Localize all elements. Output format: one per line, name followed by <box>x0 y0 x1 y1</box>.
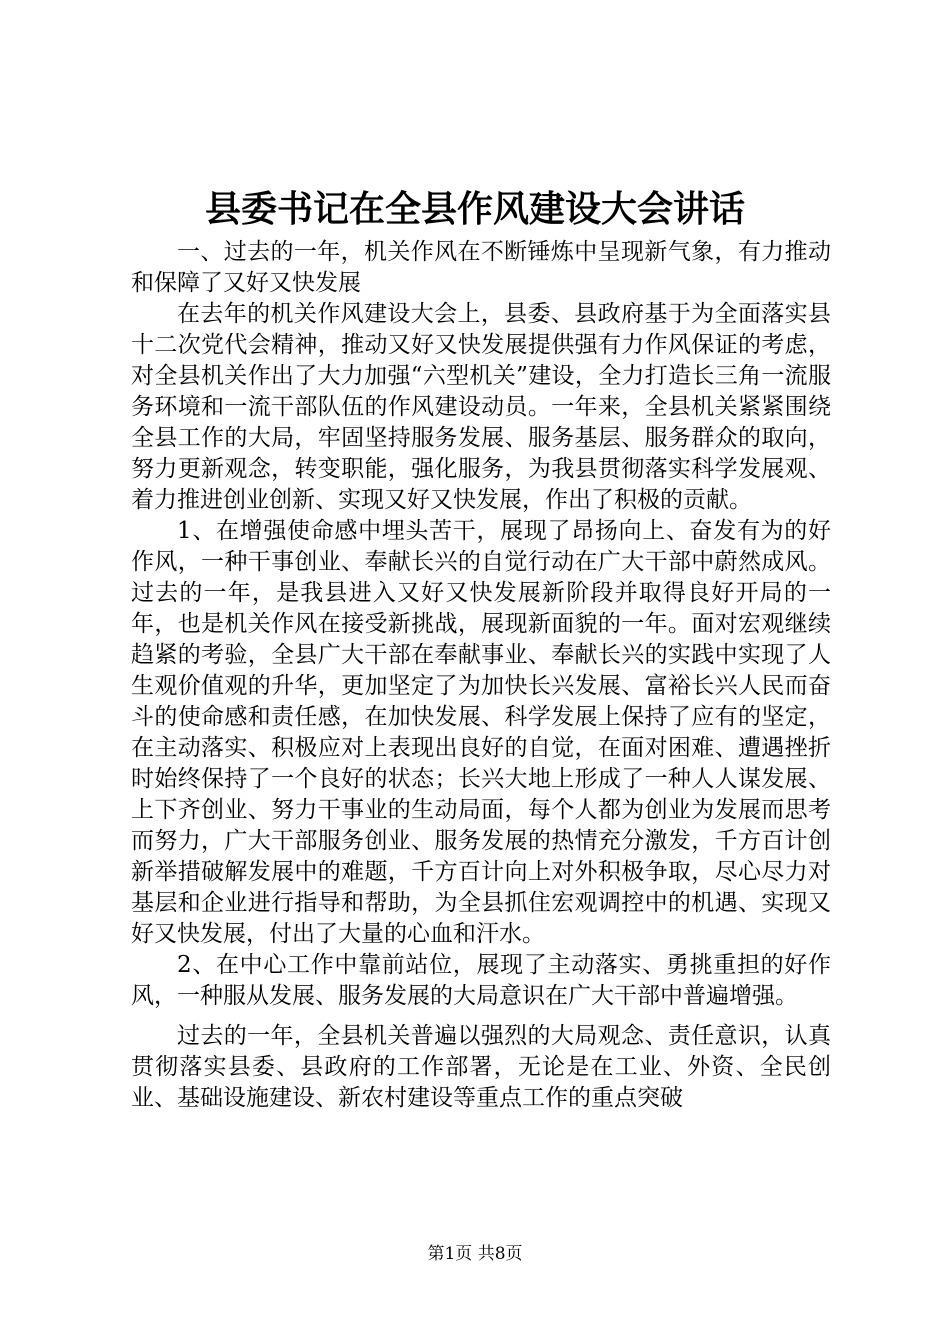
paragraph-point-1: 1、在增强使命感中埋头苦干，展现了昂扬向上、奋发有为的好作风，一种干事创业、奉献长兴的自觉行动在广大干部中蔚然成风。过去的一年，是我县进入又好又快发展新阶段并取得良好开局的一年，也是机关作风在接受新挑战，展现新面貌的一年。面对宏观继续趋紧的考验，全县广大干部在奉献事业、奉献长兴的实践中实现了人生观价值观的升华，更加坚定了为加快长兴发展、富裕长兴人民而奋斗的使命感和责任感，在加快发展、科学发展上保持了应有的坚定，在主动落实、积极应对上表现出良好的自觉，在面对困难、遭遇挫折时始终保持了一个良好的状态；长兴大地上形成了一种人人谋发展、上下齐创业、努力干事业的生动局面，每个人都为创业为发展而思考而努力，广大干部服务创业、服务发展的热情充分激发，千方百计创新举措破解发展中的难题，千方百计向上对外积极争取，尽心尽力对基层和企业进行指导和帮助，为全县抓住宏观调控中的机遇、实现又好又快发展，付出了大量的心血和汗水。 <box>131 518 831 947</box>
document-title: 县委书记在全县作风建设大会讲话 <box>204 188 745 230</box>
paragraph-heading-1: 一、过去的一年，机关作风在不断锤炼中呈现新气象，有力推动和保障了又好又快发展 <box>131 239 831 296</box>
document-body <box>131 237 831 1114</box>
paragraph-intro: 在去年的机关作风建设大会上，县委、县政府基于为全面落实县十二次党代会精神，推动又好又快发展提供强有力作风保证的考虑，对全县机关作出了大力加强“六型机关”建设，全力打造长三角一流服务环境和一流干部队伍的作风建设动员。一年来，全县机关紧紧围绕全县工作的大局，牢固坚持服务发展、服务基层、服务群众的取向，努力更新观念，转变职能，强化服务，为我县贯彻落实科学发展观、着力推进创业创新、实现又好又快发展，作出了积极的贡献。 <box>131 301 831 513</box>
page-footer: 第1页 共8页 <box>427 1244 523 1264</box>
paragraph-point-2: 2、在中心工作中靠前站位，展现了主动落实、勇挑重担的好作风，一种服从发展、服务发展的大局意识在广大干部中普遍增强。 <box>131 952 831 1009</box>
paragraph-point-2-detail: 过去的一年，全县机关普遍以强烈的大局观念、责任意识，认真贯彻落实县委、县政府的工作部署，无论是在工业、外资、全民创业、基础设施建设、新农村建设等重点工作的重点突破 <box>131 1023 831 1111</box>
